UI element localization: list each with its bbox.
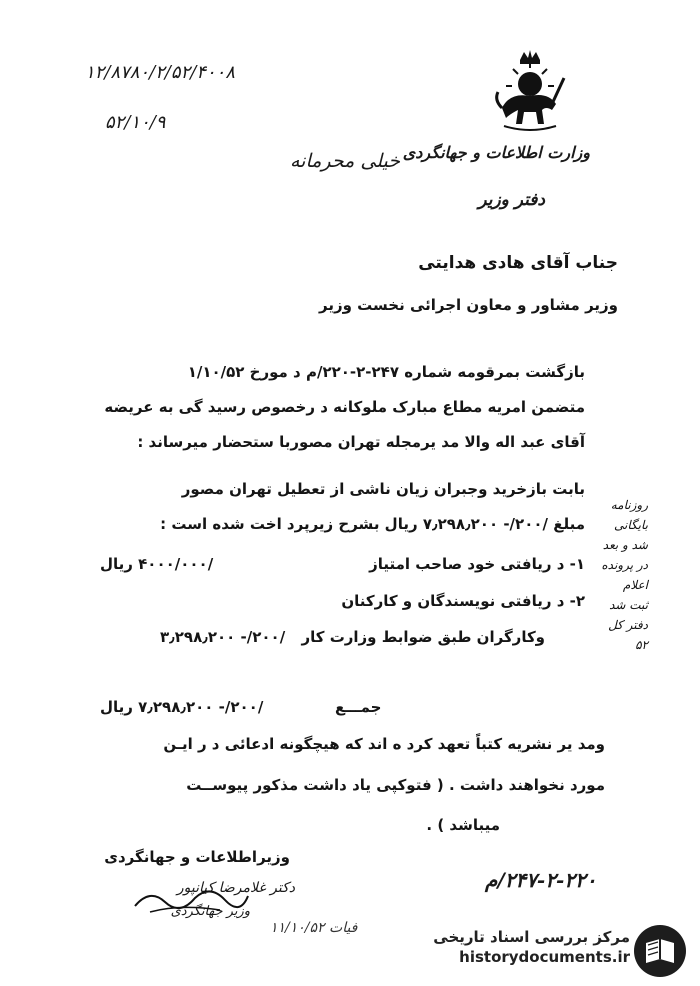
item-3-text: وکارگران طبق ضوابط وزارت کار xyxy=(301,628,545,646)
item-1-amount: /۴۰۰۰/۰۰۰ ریال xyxy=(100,555,214,573)
watermark-book-logo-icon xyxy=(632,923,688,979)
addressee-title: وزیر مشاور و معاون اجرائی نخست وزیر xyxy=(319,296,618,314)
body-line-3: آقای عبد اله والا مد یرمجله تهران مصوربا ستحضار میرساند : xyxy=(137,433,585,451)
margin-note-line: روزنامه بایگانی xyxy=(610,498,648,532)
item-2-text: ۲- د ریافتی نویسندگان و کارکنان xyxy=(341,592,585,610)
bottom-reference-number: ۲۴۷-۲-۲۲۰/م xyxy=(485,868,597,892)
margin-note-line: ثبت شد xyxy=(609,598,648,612)
margin-note-line: دفتر کل xyxy=(608,618,648,632)
reference-number: ۱۲/۸۷۸۰/۲/۵۲/۴۰۰۸ xyxy=(85,62,235,83)
item-3-amount: /۲۰۰/- ۳٫۲۹۸٫۲۰۰ xyxy=(160,628,286,646)
margin-note-line: ۵۲ xyxy=(635,638,648,652)
watermark-url: historydocuments.ir xyxy=(459,948,630,966)
signature-icon xyxy=(130,878,250,918)
body-line-5: مبلغ /۲۰۰/- ۷٫۲۹۸٫۲۰۰ ریال بشرح زیرپرد اخت شده است : xyxy=(160,515,585,533)
signer-subtitle: وزیر جهانگردی xyxy=(170,904,250,919)
total-label: جمـــع xyxy=(335,698,382,716)
margin-note-line: در پرونده xyxy=(601,558,648,572)
handwritten-date: ۵۲/۱۰/۹ xyxy=(105,112,166,133)
body-line-4: بابت بازخرید وجبران زیان ناشی از تعطیل تهران مصور xyxy=(181,480,585,498)
margin-notes xyxy=(588,495,648,655)
ministry-name: وزارت اطلاعات و جهانگردی xyxy=(402,143,590,162)
classification-note: خیلی محرمانه xyxy=(289,150,400,172)
addressee-salutation: جناب آقای هادی هدایتی xyxy=(418,253,618,273)
closing-line-3: میباشد ) . xyxy=(426,816,500,834)
watermark-text xyxy=(420,928,630,966)
lion-and-sun-emblem-icon xyxy=(490,48,570,133)
watermark-title: مرکز بررسی اسناد تاریخی xyxy=(433,928,630,946)
body-line-2: متضمن امریه مطاع مبارک ملوکانه د رخصوص رسید گی به عریضه xyxy=(104,398,585,416)
item-1-text: ۱- د ریافتی خود صاحب امتیاز xyxy=(369,555,585,573)
closing-line-2: مورد نخواهند داشت . ( فتوکپی یاد داشت مذکور پیوســت xyxy=(186,776,605,794)
office-name: دفتر وزیر xyxy=(478,190,545,210)
margin-note-line: اعلام xyxy=(622,578,648,592)
signer-title: وزیراطلاعات و جهانگردی xyxy=(104,848,290,866)
margin-note-line: شد و بعد xyxy=(602,538,648,552)
body-line-1: بازگشت بمرقومه شماره ۲۴۷-۲-۲۲۰/م د مورخ ۱/۱۰/۵۲ xyxy=(187,363,585,381)
footer-scribble: فیات ۱۱/۱۰/۵۲ xyxy=(270,920,358,936)
closing-line-1: ومد یر نشریه کتباً تعهد کرد ه اند که هیچگونه ادعائی د ر ایـن xyxy=(163,735,605,753)
signer-name: دکتر غلامرضا کیانپور xyxy=(176,880,295,896)
total-amount: /۲۰۰/- ۷٫۲۹۸٫۲۰۰ ریال xyxy=(100,698,264,716)
